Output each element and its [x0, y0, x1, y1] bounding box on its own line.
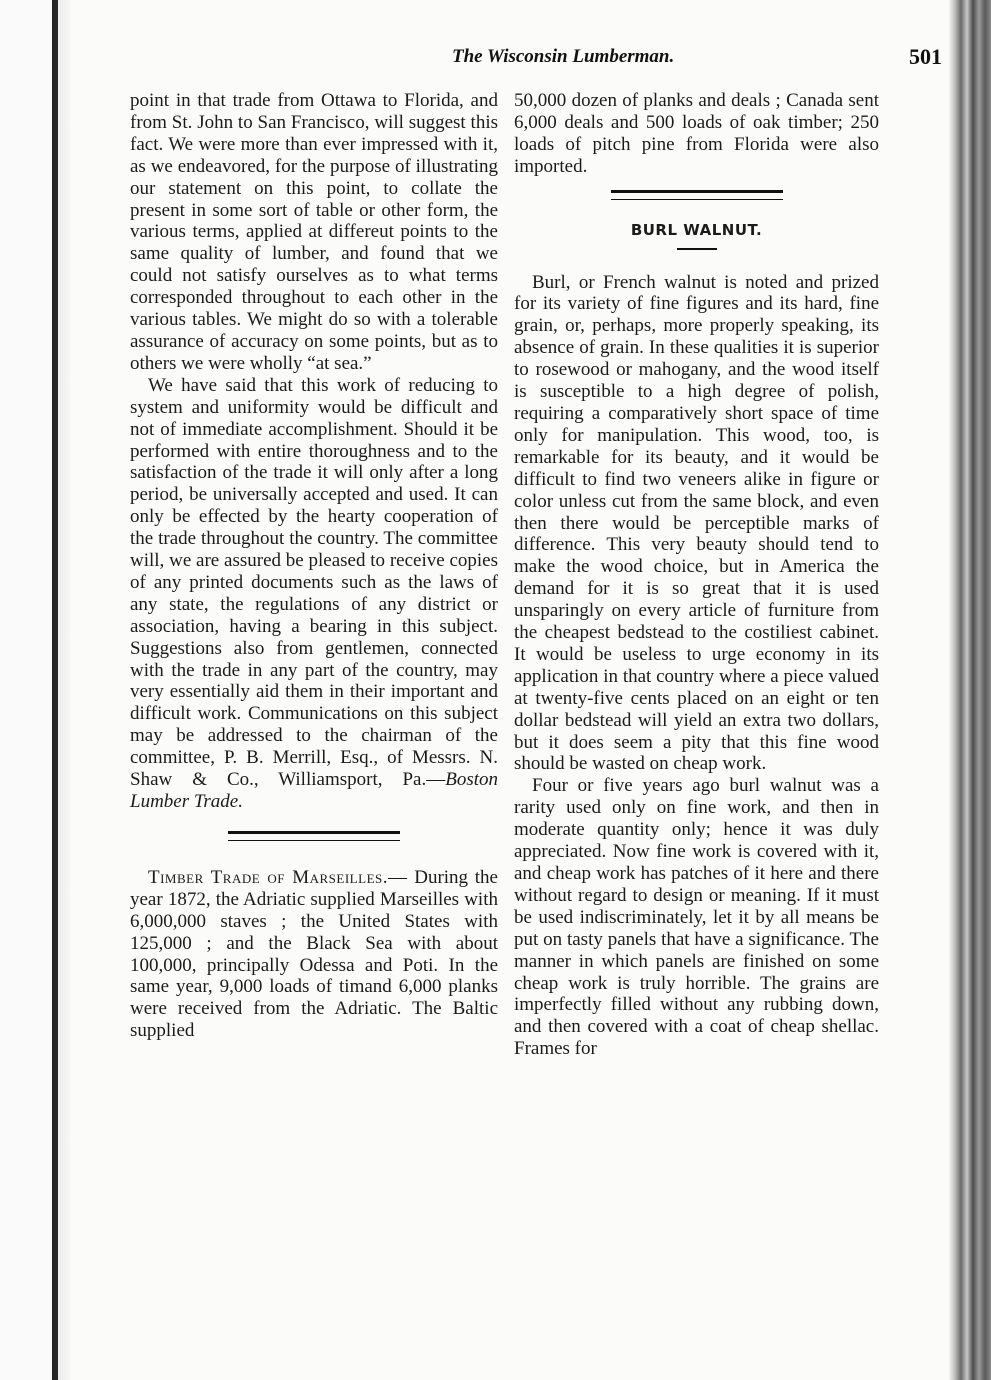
- timber-trade-paragraph: [130, 867, 498, 1042]
- right-paragraph-1: 50,000 dozen of planks and deals ; Canada sent 6,000 deals and 500 loads of oak timber; 250 loads of pitch pine from Florida were also imported.: [514, 90, 879, 177]
- journal-title: The Wisconsin Lumberman.: [452, 46, 675, 67]
- left-paragraph-1: point in that trade from Ottawa to Florida, and from St. John to San Francisco, will suggest this fact. We were more than ever impressed with it, as we endeavored, for the purpose of illustrating our statement on this point, to collate the present in some sort of table or other form, the various terms, applied at differeut points to the same quality of lumber, and found that we could not satisfy ourselves as to what terms corresponded throughout to each other in the various tables. We might do so with a tolerable assurance of accuracy on some points, but as to others we were wholly “at sea.”: [130, 90, 498, 374]
- timber-trade-text: During the year 1872, the Adriatic supplied Marseilles with 6,000,000 staves ; the United States with 125,000 ; and the Black Sea with about 100,000, principally Odessa and Poti. In the same year, 9,000 loads of timand 6,000 planks were received from the Adriatic. The Baltic supplied: [130, 866, 498, 1042]
- binding-gutter-left: [0, 0, 70, 1380]
- page-edge-right: [949, 0, 991, 1380]
- burl-walnut-paragraph-1: Burl, or French walnut is noted and prized for its variety of fine figures and its hard, fine grain, or, perhaps, more properly speaking, its absence of grain. In these qualities it is superior to rosewood or mahogany, and the wood itself is susceptible to a high degree of polish, requiring a comparatively short space of time only for manipulation. This wood, too, is remarkable for its beauty, and it would be difficult to find two veneers alike in figure or color unless cut from the same block, and even then there would be perceptible marks of difference. This very beauty should tend to make the wood choice, but in America the demand for it is so great that it is used unsparingly on every article of furniture from the cheapest bedstead to the costiliest cabinet. It would be useless to urge economy in its application in that country where a piece valued at twenty-five cents placed on an eight or ten dollar bedstead will yield an extra two dollars, but it does seem a pity that this fine wood should be wasted on cheap work.: [514, 271, 879, 775]
- book-page: [70, 0, 949, 1380]
- title-underline: [677, 248, 717, 250]
- left-paragraph-2: [130, 375, 498, 813]
- right-column: [514, 90, 879, 1060]
- source-citation: Boston Lumber Trade.: [130, 769, 498, 812]
- left-paragraph-2-text: We have said that this work of reducing to system and uniformity would be difficult and not of immediate accomplishment. Should it be performed with entire thoroughness and to the satisfaction of the trade it will only after a long period, be universally accepted and used. It can only be effected by the hearty cooperation of the trade throughout the country. The committee will, we are assured be pleased to receive copies of any printed documents such as the laws of any state, the regulations of any district or association, having a bearing in this subject. Suggestions also from gentlemen, connected with the trade in any part of the country, may very essentially aid them in their important and difficult work. Communications on this subject may be addressed to the chairman of the committee, P. B. Merrill, Esq., of Messrs. N. Shaw & Co., Williamsport, Pa.—: [130, 374, 498, 791]
- timber-trade-heading: Timber Trade of Marseilles.—: [148, 866, 408, 888]
- left-column: [130, 90, 498, 1042]
- article-title: BURL WALNUT.: [630, 220, 763, 239]
- section-divider: [228, 831, 400, 841]
- burl-walnut-paragraph-2: Four or five years ago burl walnut was a rarity used only on fine work, and then in moderate quantity only; hence it was duly appreciated. Now fine work is covered with it, and cheap work has patches of it here and there without regard to design or meaning. If it must be used indiscriminately, let it by all means be put on tasty panels that have a significance. The manner in which panels are finished on some cheap work is truly horrible. The grains are imperfectly filled without any rubbing down, and then covered with a coat of cheap shellac. Frames for: [514, 775, 879, 1060]
- section-divider: [611, 190, 783, 200]
- page-number: 501: [909, 44, 942, 69]
- running-head: [452, 46, 942, 68]
